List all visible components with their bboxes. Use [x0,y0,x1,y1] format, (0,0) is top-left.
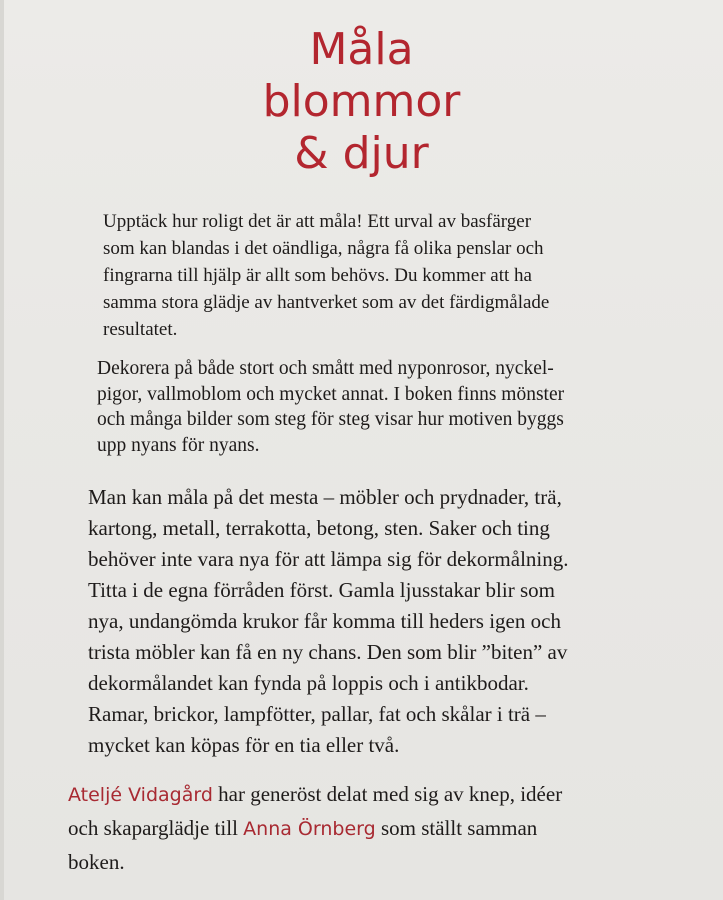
text-line: upp nyans för nyans. [97,434,260,456]
title-line: & djur [294,128,429,179]
text-line: samma stora glädje av hantverket som av det färdigmålade [103,292,550,313]
credits-line-3 [68,846,562,879]
text-line: och många bilder som steg för steg visar hur motiven byggs [97,409,564,430]
description-paragraph-1 [103,208,549,343]
text-line: som kan blandas i det oändliga, några få olika penslar och [103,238,544,259]
credits-text: boken. [68,850,125,874]
description-paragraph-2 [97,356,564,458]
text-line: Dekorera på både stort och smått med nyponrosor, nyckel- [97,358,554,379]
credits-text: har generöst delat med sig av knep, idéer [212,782,563,806]
text-line: trista möbler kan få en ny chans. Den som blir ”biten” av [88,640,568,664]
text-line: Titta i de egna förråden först. Gamla ljusstakar blir som [88,578,555,602]
text-line: dekormålandet kan fynda på loppis och i antikbodar. [88,671,529,695]
text-line: Ramar, brickor, lampfötter, pallar, fat och skålar i trä – [88,702,546,726]
text-line: nya, undangömda krukor får komma till heders igen och [88,609,561,633]
text-line: fingrarna till hjälp är allt som behövs. Du kommer att ha [103,265,532,286]
title-line: blommor [262,76,461,127]
studio-name: Ateljé Vidagård [68,784,213,806]
book-title [0,24,723,180]
text-line: mycket kan köpas för en tia eller två. [88,733,400,757]
text-line: kartong, metall, terrakotta, betong, sten. Saker och ting [88,516,550,540]
text-line: resultatet. [103,319,178,340]
text-line: Upptäck hur roligt det är att måla! Ett urval av basfärger [103,211,532,232]
text-line: Man kan måla på det mesta – möbler och prydnader, trä, [88,485,562,509]
credits-paragraph [68,778,562,879]
text-line: pigor, vallmoblom och mycket annat. I boken finns mönster [97,383,565,405]
credits-line-1 [68,778,562,812]
description-paragraph-3 [88,482,569,761]
credits-line-2 [68,812,562,846]
credits-text: som ställt samman [375,816,538,840]
credits-text: och skaparglädje till [68,816,244,840]
author-name: Anna Örnberg [243,818,376,840]
title-line: Måla [309,24,414,75]
text-line: behöver inte vara nya för att lämpa sig för dekormålning. [88,547,569,571]
